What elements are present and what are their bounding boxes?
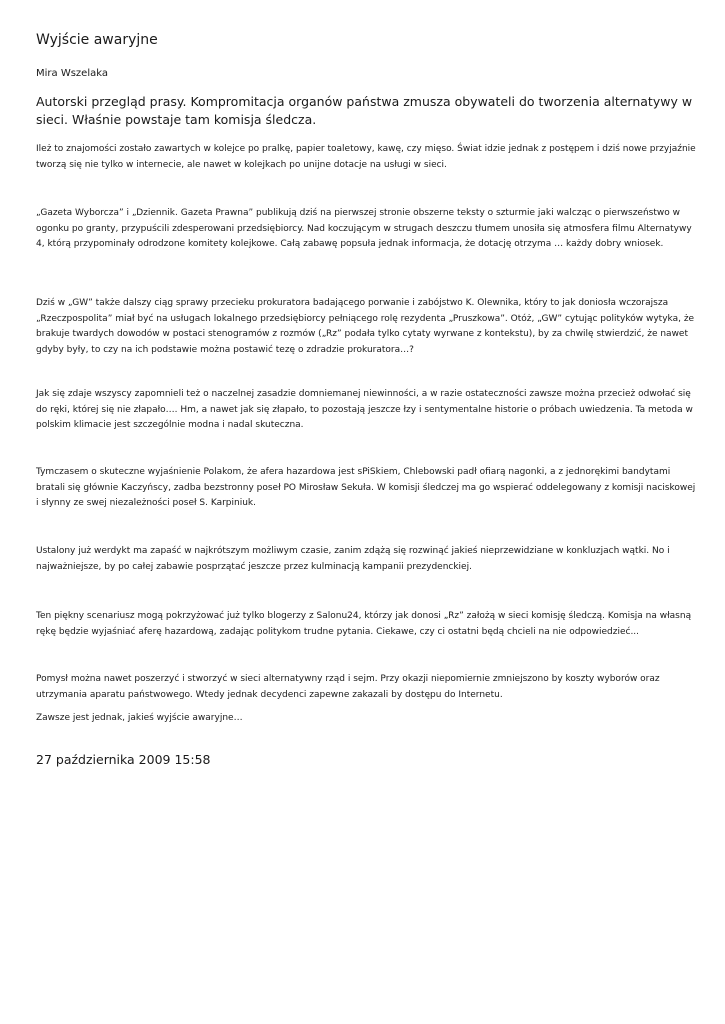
article-paragraph: „Gazeta Wyborcza” i „Dziennik. Gazeta Prawna” publikują dziś na pierwszej stronie obszerne teksty o szturmie jaki walcząc o pierwszeństwo w ogonku po granty, przypuścili zdesperowani przedsiębiorcy. Nad koczującym w strugach deszczu tłumem unosiła się atmosfera filmu Alternatywy 4, którą przypominały odrodzone komitety kolejkowe. Całą zabawę popsuła jednak informacja, że dotację otrzyma … każdy dobry wniosek. — [36, 208, 692, 249]
article-paragraph: Ileż to znajomości zostało zawartych w kolejce po pralkę, papier toaletowy, kawę, czy mięso. Świat idzie jednak z postępem i dziś nowe przyjaźnie tworzą się nie tylko w internecie, ale nawet w kolejkach po unijne dotacje na usługi w sieci. — [36, 144, 696, 170]
article-title: Wyjście awaryjne — [36, 32, 158, 48]
article-paragraph: Dziś w „GW” także dalszy ciąg sprawy przecieku prokuratora badającego porwanie i zabójstwo K. Olewnika, który to jak doniosła wczorajsza „Rzeczpospolita” miał być na usługach lokalnego przedsiębiorcy pełniącego rolę rezydenta „Pruszkowa”. Otóż, „GW” cytując polityków wytyka, że brakuje twardych dowodów w postaci stenogramów z rozmów („Rz” podała tylko cytaty wyrwane z kontekstu), by za chwilę stwierdzić, że nawet gdyby były, to czy na ich podstawie można postawić tezę o zdradzie prokuratora…? — [36, 298, 695, 355]
article-paragraph: Zawsze jest jednak, jakieś wyjście awaryjne… — [36, 713, 243, 723]
article-paragraph: Pomysł można nawet poszerzyć i stworzyć w sieci alternatywny rząd i sejm. Przy okazji niepomiernie zmniejszono by koszty wyborów oraz utrzymania aparatu państwowego. Wtedy jednak decydenci zapewne zakazali by dostępu do Internetu. — [36, 674, 660, 700]
article-author: Mira Wszelaka — [36, 68, 108, 79]
article-paragraph: Jak się zdaje wszyscy zapomnieli też o naczelnej zasadzie domniemanej niewinności, a w razie ostateczności zawsze można przecież odwołać się do ręki, której się nie złapało…. Hm, a nawet jak się złapało, to pozostają jeszcze łzy i sentymentalne historie o próbach uwiedzenia. Ta metoda w polskim klimacie jest szczególnie modna i nadal skuteczna. — [36, 389, 693, 430]
article-lead: Autorski przegląd prasy. Kompromitacja organów państwa zmusza obywateli do tworzenia alternatywy w sieci. Właśnie powstaje tam komisja śledcza. — [36, 94, 693, 127]
article-paragraph: Ten piękny scenariusz mogą pokrzyżować już tylko blogerzy z Salonu24, którzy jak donosi „Rz” założą w sieci komisję śledczą. Komisja na własną rękę będzie wyjaśniać aferę hazardową, zadając politykom trudne pytania. Ciekawe, czy ci ostatni będą chcieli na nie odpowiedzieć... — [36, 611, 692, 637]
article-paragraph: Tymczasem o skuteczne wyjaśnienie Polakom, że afera hazardowa jest sPiSkiem, Chlebowski padł ofiarą nagonki, a z jednorękimi bandytami bratali się głównie Kaczyńscy, zadba bezstronny poseł PO Mirosław Sekuła. W komisji śledczej ma go wspierać oddelegowany z komisji naciskowej i słynny ze swej niezależności poseł S. Karpiniuk. — [36, 467, 696, 508]
article-date: 27 października 2009 15:58 — [36, 752, 211, 767]
article-paragraph: Ustalony już werdykt ma zapaść w najkrótszym możliwym czasie, zanim zdążą się rozwinąć jakieś nieprzewidziane w konkluzjach wątki. No i najważniejsze, by po całej zabawie posprzątać jeszcze przez kulminacją kampanii prezydenckiej. — [36, 546, 670, 572]
